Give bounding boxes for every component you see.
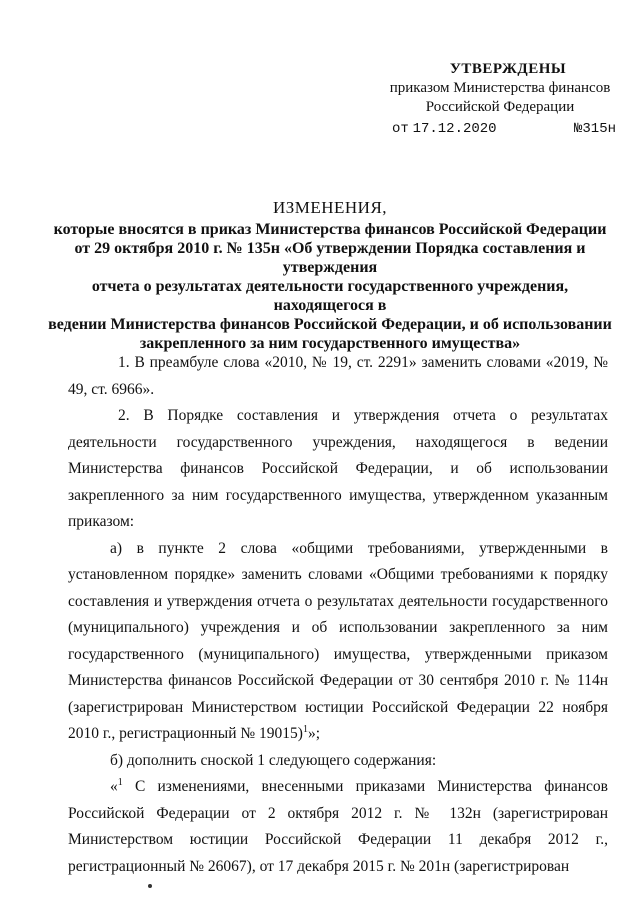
number-value: 315н <box>582 121 616 137</box>
number-sign: № <box>573 121 583 137</box>
heading-line: отчета о результатах деятельности государственного учреждения, находящегося в <box>91 278 569 314</box>
footnote-number: 1 <box>117 776 123 788</box>
item-b: б) дополнить сноской 1 следующего содержания: <box>110 751 437 769</box>
document-body <box>68 350 608 880</box>
footnote-text: С изменениями, внесенными приказами Министерства финансов Российской Федерации от 2 октября 2012 г. № 132н (зарегистрирован Министерством юстиции Российской Федерации 11 декабря 2012 г., регистрационный № 26067), от 17 декабря 2015 г. № 201н (зарегистрирован <box>68 778 608 875</box>
heading-line: ведении Министерства финансов Российской Федерации, и об использовании <box>48 316 612 333</box>
footnote-open-quote: « <box>110 778 118 795</box>
heading-line: закрепленного за ним государственного имущества» <box>139 335 521 352</box>
footnote-text-paragraph <box>68 774 608 880</box>
approval-line-1: приказом Министерства финансов <box>389 80 611 96</box>
item-a-text: а) в пункте 2 слова «общими требованиями, утвержденными в установленном порядке» заменить словами «Общими требованиями к порядку составления и утверждения отчета о результатах деятельности государственного (муниципального) учреждения и об использовании закрепленного за ним государственного (муниципального) имущества, утвержденными приказом Министерства финансов Российской Федерации от 30 сентября 2010 г. № 114н (зарегистрирован Министерством юстиции Российской Федерации 22 ноября 2010 г., регистрационный № 19015) <box>68 539 608 742</box>
approval-date-row <box>380 119 620 139</box>
footnote-ref: 1 <box>302 723 308 735</box>
heading-line: от 29 октября 2010 г. № 135н «Об утверждении Порядка составления и утверждения <box>74 240 586 276</box>
scan-speck <box>148 884 152 888</box>
approval-date <box>392 119 497 139</box>
approval-block <box>380 60 620 139</box>
approval-line-2: Российской Федерации <box>425 99 575 115</box>
document-heading <box>40 198 620 353</box>
heading-line: которые вносятся в приказ Министерства финансов Российской Федерации <box>53 221 607 238</box>
item-a <box>68 536 608 748</box>
item-a-end: »; <box>307 725 321 742</box>
heading-title: ИЗМЕНЕНИЯ, <box>272 198 388 217</box>
date-prefix: от <box>392 121 409 137</box>
item-2: 2. В Порядке составления и утверждения отчета о результатах деятельности государственного учреждения, находящегося в ведении Министерства финансов Российской Федерации, и об использовании закрепленного за ним государственного имущества, утвержденном указанным приказом: <box>68 407 608 530</box>
item-1: 1. В преамбуле слова «2010, № 19, ст. 2291» заменить словами «2019, № 49, ст. 6966». <box>68 354 608 398</box>
approval-title: УТВЕРЖДЕНЫ <box>449 61 567 77</box>
approval-number <box>574 119 616 139</box>
date-value: 17.12.2020 <box>412 121 497 137</box>
